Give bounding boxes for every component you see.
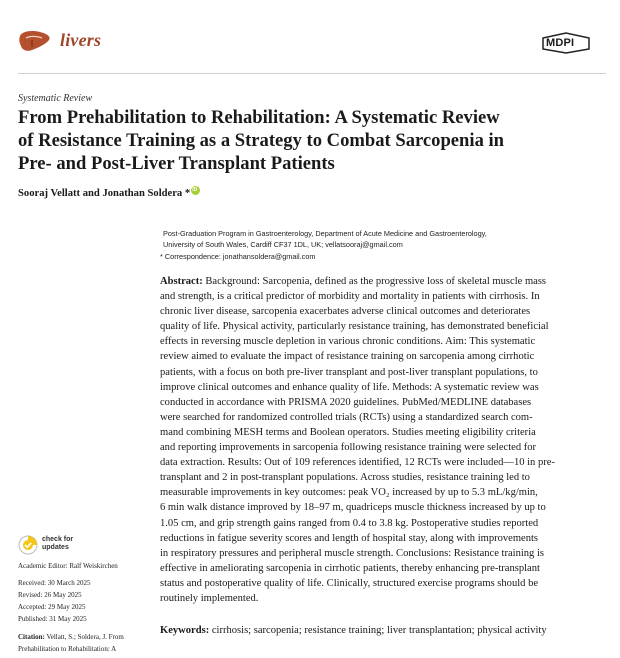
citation-line: Prehabilitation to Rehabilitation: A [18,645,117,653]
liver-logo-icon [18,28,52,54]
abstract-line: quality of life. Physical activity, particularly resistance training, has demonstrated beneficial [160,321,549,333]
abstract-line: were searched for randomized controlled trials (RCTs) using a standardized search com- [160,411,533,423]
keywords-text: cirrhosis; sarcopenia; resistance training; liver transplantation; physical activity [209,625,547,636]
journal-name: livers [60,30,102,50]
authors-text: Sooraj Vellatt and Jonathan Soldera * [18,188,191,199]
keywords [160,625,547,636]
author-list [18,186,200,199]
orcid-icon[interactable] [191,186,200,195]
check-for-updates-button[interactable] [18,533,98,557]
academic-editor: Academic Editor: Ralf Weiskirchen [18,562,118,570]
title-line: From Prehabilitation to Rehabilitation: A Systematic Review [18,107,500,128]
abstract-line: effective in ameliorating sarcopenia in cirrhotic patients, thereby enhancing pre-transplant [160,562,540,574]
abstract-line: patients, with a focus on both pre-liver transplant and post-liver transplant populations, to [160,366,538,378]
accepted-date: Accepted: 29 May 2025 [18,603,86,611]
abstract-line: status and postoperative quality of life. Clinically, structured exercise programs should be [160,577,539,589]
abstract-line: mand combining MESH terms and Boolean operators. Studies meeting eligibility criteria [160,426,536,438]
abstract-line: measurable improvements in key outcomes: peak VO₂ increased by up to 5.3 mL/kg/min, [160,487,538,499]
received-date: Received: 30 March 2025 [18,579,91,587]
abstract-line: chronic liver disease, sarcopenia exacerbates adverse clinical outcomes and deteriorates [160,306,531,318]
published-date: Published: 31 May 2025 [18,615,87,623]
check-updates-icon [18,535,38,555]
abstract-label: Abstract: [160,276,203,287]
abstract [160,274,590,606]
abstract-line: Abstract: Background: Sarcopenia, defined as the progressive loss of skeletal muscle mass [160,276,547,287]
citation-label: Citation: [18,633,45,641]
affiliation-line: University of South Wales, Cardiff CF37 1DL, UK; vellatsooraj@gmail.com [163,240,403,249]
title-line: Pre- and Post-Liver Transplant Patients [18,153,335,174]
abstract-line: and reporting improvements in sarcopenia following resistance training were selected for [160,442,537,454]
keywords-label: Keywords: [160,625,210,636]
abstract-line: conducted in accordance with PRISMA 2020 guidelines. PubMed/MEDLINE databases [160,396,532,408]
check-updates-label: check for updates [42,536,74,551]
revised-date: Revised: 26 May 2025 [18,591,82,599]
abstract-line: data extraction. Results: Out of 109 references identified, 12 RCTs were included—10 in pre- [160,457,555,469]
abstract-line: improve clinical outcomes and enhance quality of life. Methods: A systematic review was [160,381,539,393]
abstract-line: review aimed to evaluate the impact of resistance training on sarcopenia among cirrhotic [160,351,535,363]
abstract-line: reductions in fatigue severity scores and length of hospital stay, along with improvements [160,532,539,544]
affiliation-line: Post-Graduation Program in Gastroenterology, Department of Acute Medicine and Gastroenterology, [163,229,487,238]
abstract-line: effects in reversing muscle depletion in various chronic conditions. Aim: This systematic [160,336,536,348]
abstract-line: and strength, is a critical predictor of morbidity and mortality in patients with cirrhosis. In [160,291,540,303]
correspondence: * Correspondence: jonathansoldera@gmail.com [160,252,316,261]
mdpi-logo-text: MDPI [546,37,575,49]
abstract-line: routinely implemented. [160,592,259,604]
abstract-line: 1.05 cm, and grip strength gains ranged from 0.4 to 3.8 kg. Postoperative studies reported [160,517,539,529]
title-line: of Resistance Training as a Strategy to Combat Sarcopenia in [18,130,505,151]
header-divider [18,73,606,74]
article-title [18,106,588,175]
abstract-line: 6 min walk distance improved by 18–97 m, quadriceps muscle thickness increased by up to [160,502,546,514]
abstract-line: in respiratory pressures and peripheral muscle strength. Conclusions: Resistance training is [160,547,544,559]
citation: Citation: Vellatt, S.; Soldera, J. From [18,633,124,641]
abstract-line: transplant and 2 in post-transplant populations. Across studies, resistance training led to [160,472,530,484]
article-type: Systematic Review [18,93,93,104]
mdpi-logo [541,32,591,54]
